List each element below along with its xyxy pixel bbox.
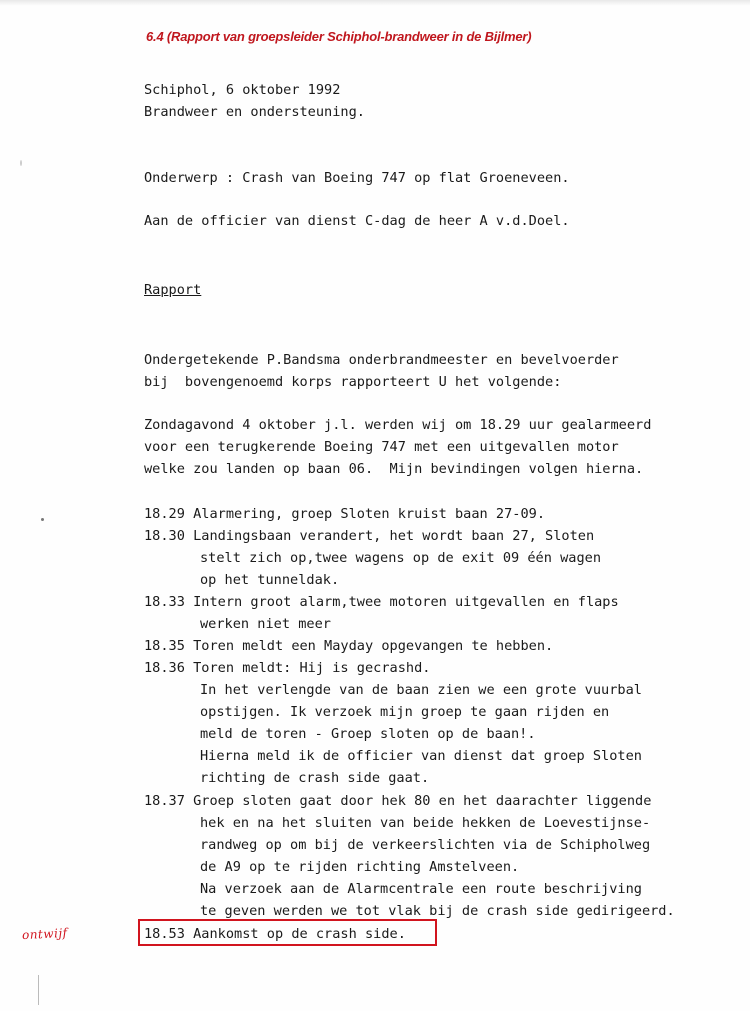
log-line: 18.33 Intern groot alarm,twee motoren uitgevallen en flaps (144, 594, 619, 610)
log-line: opstijgen. Ik verzoek mijn groep te gaan rijden en (200, 704, 610, 720)
log-line: stelt zich op,twee wagens op de exit 09 één wagen (200, 550, 602, 566)
log-line: richting de crash side gaat. (200, 770, 430, 786)
log-line: hek en na het sluiten van beide hekken de Loevestijnse- (200, 815, 651, 831)
intro-line: Ondergetekende P.Bandsma onderbrandmeester en bevelvoerder (144, 352, 619, 368)
scan-edge-mark (38, 975, 39, 1005)
log-line: randweg op om bij de verkeerslichten via de Schipholweg (200, 837, 651, 853)
subject-line: Onderwerp : Crash van Boeing 747 op flat Groeneveen. (144, 170, 570, 186)
log-line: op het tunneldak. (200, 572, 340, 588)
scan-speck (20, 160, 22, 166)
log-line: meld de toren - Groep sloten op de baan!. (200, 726, 536, 742)
place-date: Schiphol, 6 oktober 1992 (144, 82, 341, 98)
margin-annotation: ontwijf (21, 925, 68, 943)
paragraph-line: Zondagavond 4 oktober j.l. werden wij om 18.29 uur gealarmeerd (144, 417, 652, 433)
intro-line: bij bovengenoemd korps rapporteert U het volgende: (144, 374, 562, 390)
log-line: Na verzoek aan de Alarmcentrale een route beschrijving (200, 881, 642, 897)
log-line: werken niet meer (200, 616, 331, 632)
addressee-line: Aan de officier van dienst C-dag de heer A v.d.Doel. (144, 213, 570, 229)
log-line: 18.35 Toren meldt een Mayday opgevangen te hebben. (144, 638, 554, 654)
scan-speck (41, 518, 44, 521)
log-line: In het verlengde van de baan zien we een grote vuurbal (200, 682, 642, 698)
log-line: 18.37 Groep sloten gaat door hek 80 en het daarachter liggende (144, 793, 652, 809)
log-line-highlighted: 18.53 Aankomst op de crash side. (144, 926, 406, 942)
department: Brandweer en ondersteuning. (144, 104, 365, 120)
paragraph-line: welke zou landen op baan 06. Mijn bevindingen volgen hierna. (144, 461, 644, 477)
log-line: te geven werden we tot vlak bij de crash side gedirigeerd. (200, 903, 675, 919)
log-line: 18.30 Landingsbaan verandert, het wordt baan 27, Sloten (144, 528, 595, 544)
paragraph-line: voor een terugkerende Boeing 747 met een uitgevallen motor (144, 439, 619, 455)
scan-edge-shadow (0, 0, 750, 6)
document-heading: 6.4 (Rapport van groepsleider Schiphol-brandweer in de Bijlmer) (146, 29, 532, 44)
log-line: Hierna meld ik de officier van dienst dat groep Sloten (200, 748, 642, 764)
section-title: Rapport (144, 282, 202, 298)
log-line: 18.29 Alarmering, groep Sloten kruist baan 27-09. (144, 506, 546, 522)
highlight-box (138, 919, 437, 946)
log-line: 18.36 Toren meldt: Hij is gecrashd. (144, 660, 431, 676)
log-line: de A9 op te rijden richting Amstelveen. (200, 859, 520, 875)
